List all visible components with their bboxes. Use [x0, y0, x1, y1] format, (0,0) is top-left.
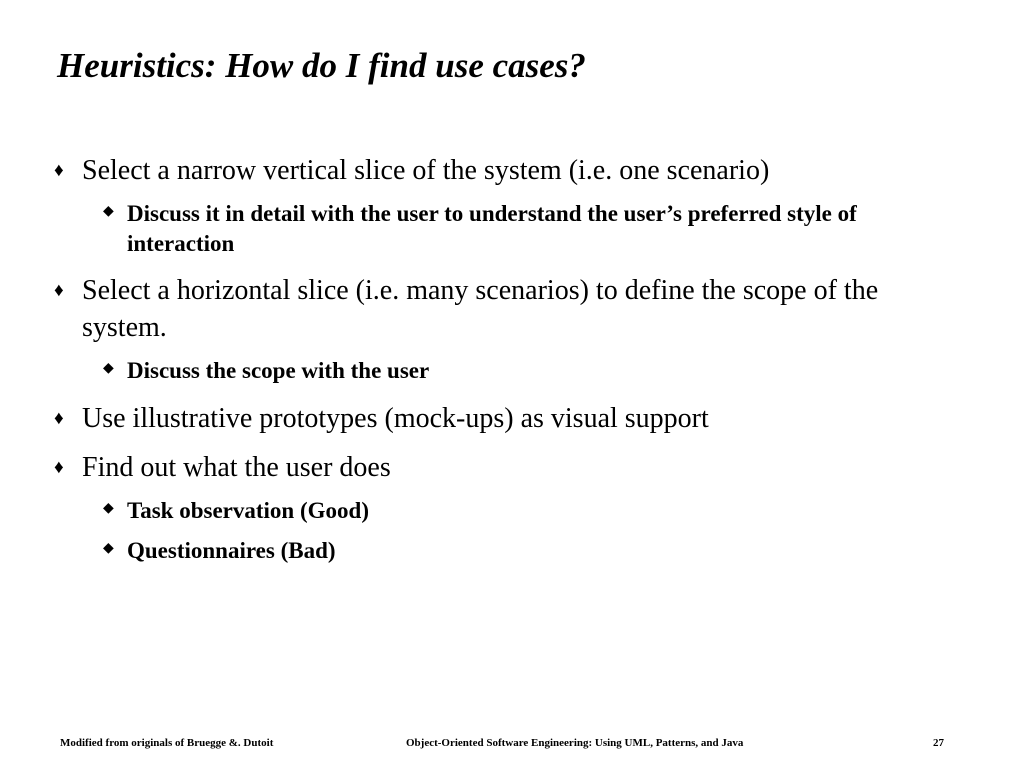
diamond-bullet-icon: ♦ [54, 457, 64, 478]
diamond-sub-bullet-icon: ◆ [103, 204, 114, 219]
sub-bullet-text: Questionnaires (Bad) [127, 538, 336, 563]
sub-bullet-text: Discuss it in detail with the user to understand the user’s preferred style of interaction [127, 201, 857, 256]
bullet-item [54, 152, 942, 189]
slide-title: Heuristics: How do I find use cases? [57, 46, 586, 85]
footer-page-number: 27 [933, 737, 944, 749]
diamond-sub-bullet-icon: ◆ [103, 501, 114, 516]
sub-bullet-text: Discuss the scope with the user [127, 358, 430, 383]
footer-course-title: Object-Oriented Software Engineering: Using UML, Patterns, and Java [406, 737, 744, 749]
bullet-item [54, 400, 942, 437]
bullet-item [54, 449, 942, 486]
footer-credit: Modified from originals of Bruegge &. Dutoit [60, 737, 274, 749]
sub-bullet-item [103, 536, 942, 566]
diamond-sub-bullet-icon: ◆ [103, 361, 114, 376]
sub-bullet-text: Task observation (Good) [127, 498, 369, 523]
sub-bullet-item [103, 496, 942, 526]
bullet-text: Find out what the user does [82, 452, 391, 483]
diamond-bullet-icon: ♦ [54, 160, 64, 181]
bullet-text: Use illustrative prototypes (mock-ups) as visual support [82, 403, 709, 434]
bullet-text: Select a narrow vertical slice of the system (i.e. one scenario) [82, 155, 770, 186]
bullet-text: Select a horizontal slice (i.e. many scenarios) to define the scope of the system. [82, 275, 879, 343]
sub-bullet-item [103, 356, 942, 386]
diamond-sub-bullet-icon: ◆ [103, 541, 114, 556]
bullet-item [54, 272, 892, 346]
diamond-bullet-icon: ♦ [54, 280, 64, 301]
diamond-bullet-icon: ♦ [54, 408, 64, 429]
sub-bullet-item [103, 199, 942, 259]
